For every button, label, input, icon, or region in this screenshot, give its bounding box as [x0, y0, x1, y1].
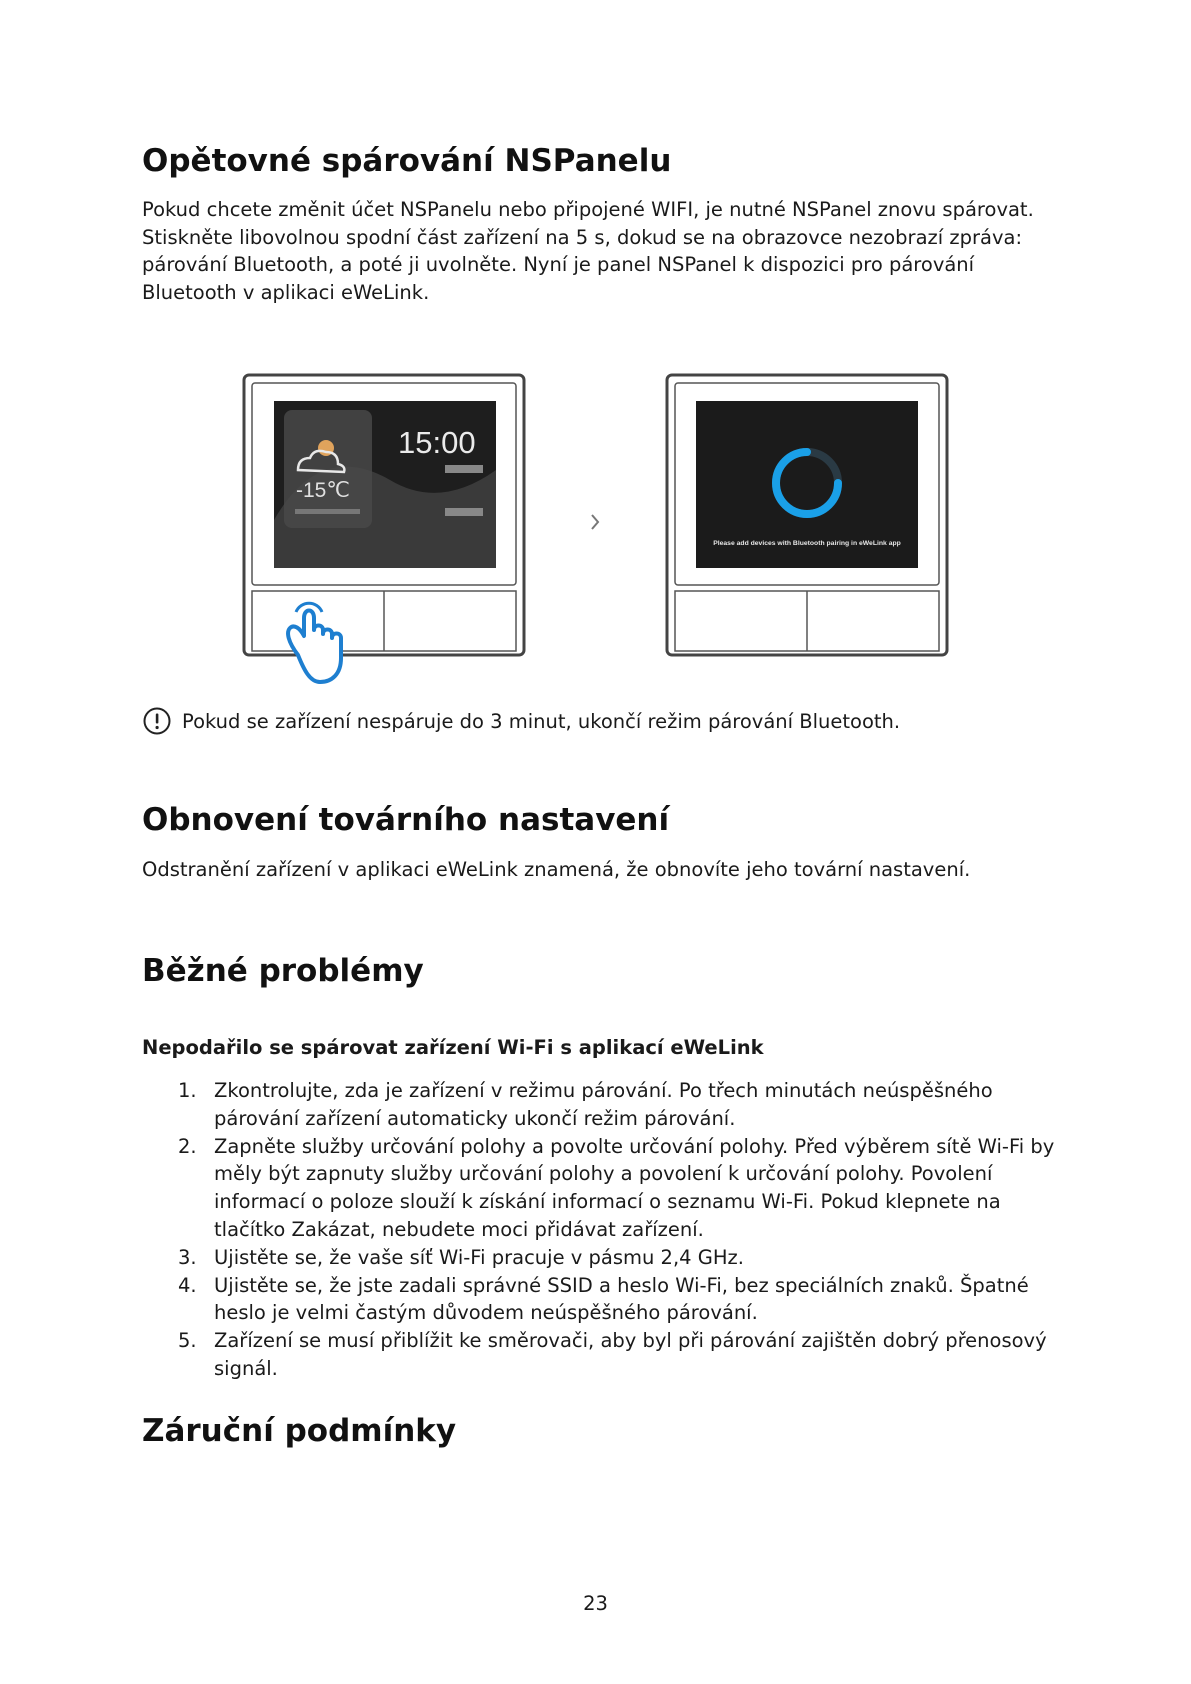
- factory-reset-text: Odstranění zařízení v aplikaci eWeLink znamená, že obnovíte jeho tovární nastavení.: [142, 858, 971, 881]
- warning-circle-icon: [142, 706, 172, 736]
- troubleshooting-list: [142, 1077, 1062, 1383]
- heading-factory-reset: Obnovení továrního nastavení: [142, 802, 670, 838]
- panel-temperature: -15℃: [296, 479, 350, 502]
- list-item: 1. Zkontrolujte, zda je zařízení v režimu párování. Po třech minutách neúspěšného párování zařízení automaticky ukončí režim párování.: [178, 1079, 993, 1130]
- subheading-pairing-failure: Nepodařilo se spárovat zařízení Wi-Fi s aplikací eWeLink: [142, 1036, 764, 1059]
- bluetooth-timeout-note: [142, 706, 900, 736]
- panel-bluetooth-message: Please add devices with Bluetooth pairing in eWeLink app: [713, 540, 901, 547]
- heading-repair: Opětovné spárování NSPanelu: [142, 143, 672, 179]
- heading-common-problems: Běžné problémy: [142, 953, 424, 989]
- list-item: 3. Ujistěte se, že vaše síť Wi-Fi pracuje v pásmu 2,4 GHz.: [178, 1245, 744, 1269]
- list-item: 5. Zařízení se musí přiblížit ke směrovači, aby byl při párování zajištěn dobrý přenosový signál.: [178, 1329, 1047, 1380]
- heading-warranty: Záruční podmínky: [142, 1413, 457, 1449]
- page-number: 23: [583, 1592, 608, 1615]
- list-item: 4. Ujistěte se, že jste zadali správné SSID a heslo Wi-Fi, bez speciálních znaků. Špatné heslo je velmi častým důvodem neúspěšného párování.: [178, 1273, 1029, 1325]
- note-text: Pokud se zařízení nespáruje do 3 minut, ukončí režim párování Bluetooth.: [182, 709, 901, 733]
- list-item: 2. Zapněte služby určování polohy a povolte určování polohy. Před výběrem sítě Wi-Fi by měly být zapnuty služby určování polohy a povolení k určování polohy. Povolení informací o poloze slouží k získání informací o seznamu Wi-Fi. Pokud klepnete na tlačítko Zakázat, nebudete moci přidávat zařízení.: [178, 1134, 1055, 1241]
- repair-intro-paragraph: Pokud chcete změnit účet NSPanelu nebo připojené WIFI, je nutné NSPanel znovu spárovat. Stiskněte libovolnou spodní část zařízení na 5 s, dokud se na obrazovce nezobrazí zpráva: párování Bluetooth, a poté ji uvolněte. Nyní je panel NSPanel k dispozici pro párování Bluetooth v aplikaci eWeLink.: [142, 198, 1034, 304]
- nspanel-device-after: [667, 375, 947, 655]
- nspanel-device-before: [244, 375, 524, 682]
- chevron-right-icon: [592, 515, 598, 529]
- nspanel-pairing-illustration: [240, 370, 960, 685]
- panel-clock: 15:00: [398, 425, 476, 460]
